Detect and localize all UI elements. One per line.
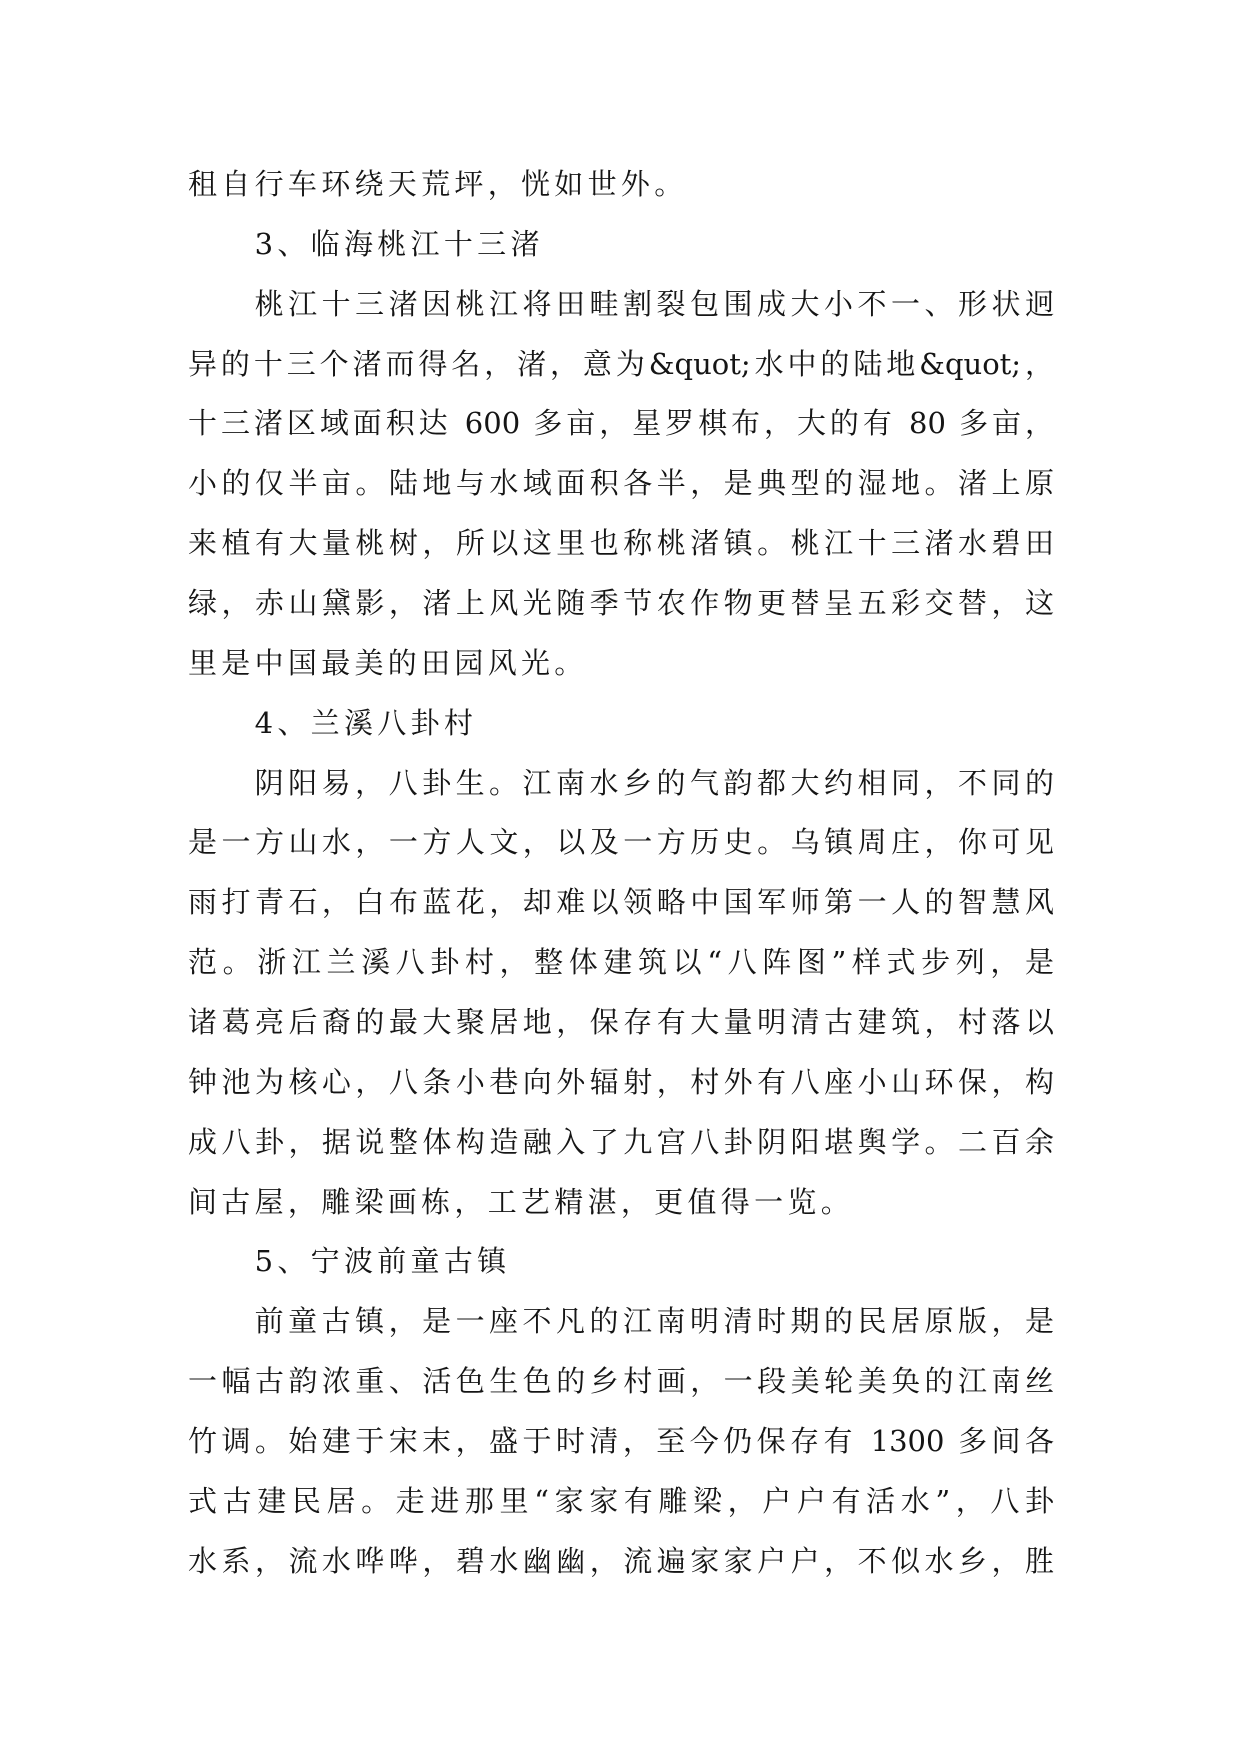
body-text-line: 竹调。始建于宋末，盛于时清，至今仍保存有 1300 多间各 (188, 1424, 1054, 1459)
body-text-line: 来植有大量桃树，所以这里也称桃渚镇。桃江十三渚水碧田 (188, 526, 1054, 561)
section-heading: 4、兰溪八卦村 (254, 705, 478, 740)
section-heading: 3、临海桃江十三渚 (254, 226, 544, 261)
body-text-line: 异的十三个渚而得名，渚，意为&quot;水中的陆地&quot;， (188, 346, 1054, 381)
body-text-line: 一幅古韵浓重、活色生色的乡村画，一段美轮美奂的江南丝 (188, 1364, 1054, 1399)
body-text-line: 小的仅半亩。陆地与水域面积各半，是典型的湿地。渚上原 (188, 466, 1054, 501)
text-column (188, 155, 1054, 1592)
body-text-line: 前童古镇，是一座不凡的江南明清时期的民居原版，是 (254, 1304, 1054, 1339)
body-text-line: 范。浙江兰溪八卦村，整体建筑以“八阵图”样式步列，是 (188, 945, 1054, 980)
body-text-line: 绿，赤山黛影，渚上风光随季节农作物更替呈五彩交替，这 (188, 586, 1054, 621)
body-text-line: 钟池为核心，八条小巷向外辐射，村外有八座小山环保，构 (188, 1064, 1054, 1099)
body-text-line: 十三渚区域面积达 600 多亩，星罗棋布，大的有 80 多亩， (188, 406, 1054, 441)
body-text-line: 水系，流水哗哗，碧水幽幽，流遍家家户户，不似水乡，胜 (188, 1543, 1054, 1578)
body-text-line: 里是中国最美的田园风光。 (188, 645, 588, 680)
body-text-line: 租自行车环绕天荒坪，恍如世外。 (188, 167, 688, 201)
body-text-line: 诸葛亮后裔的最大聚居地，保存有大量明清古建筑，村落以 (188, 1005, 1054, 1040)
body-text-line: 间古屋，雕梁画栋，工艺精湛，更值得一览。 (188, 1184, 855, 1219)
body-text-line: 成八卦，据说整体构造融入了九宫八卦阴阳堪舆学。二百余 (188, 1124, 1054, 1159)
section-heading: 5、宁波前童古镇 (254, 1244, 511, 1279)
body-text-line: 式古建民居。走进那里“家家有雕梁，户户有活水”，八卦 (188, 1483, 1054, 1518)
body-text-line: 是一方山水，一方人文，以及一方历史。乌镇周庄，你可见 (188, 825, 1054, 860)
body-text-line: 桃江十三渚因桃江将田畦割裂包围成大小不一、形状迥 (254, 286, 1054, 321)
body-text-line: 阴阳易，八卦生。江南水乡的气韵都大约相同，不同的 (254, 765, 1054, 800)
body-text-line: 雨打青石，白布蓝花，却难以领略中国军师第一人的智慧风 (188, 885, 1054, 920)
